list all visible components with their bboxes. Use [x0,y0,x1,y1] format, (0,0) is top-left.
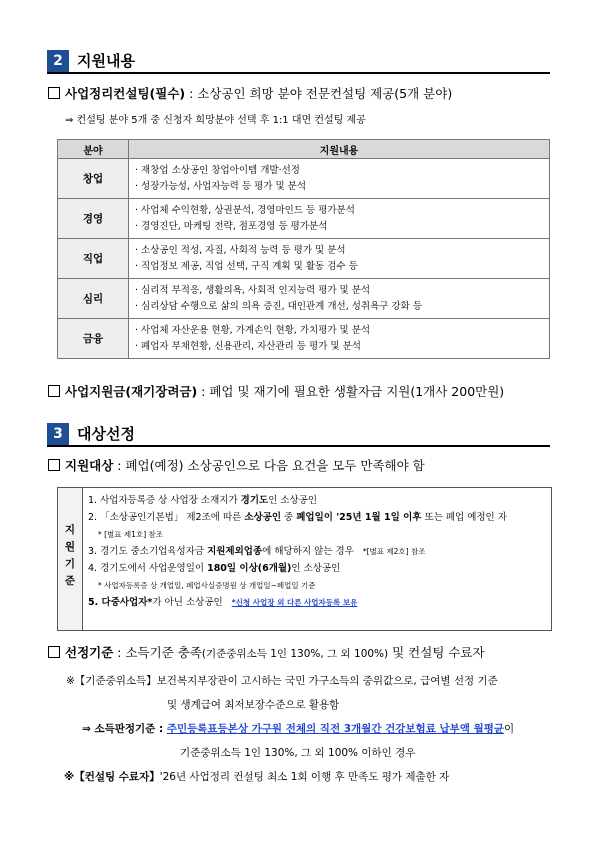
table-row [58,159,550,199]
table-cell-category: 직업 [58,239,129,279]
table-cell-desc [129,319,550,359]
side-char: 기 [64,558,76,570]
side-char: 원 [64,541,76,553]
selection-end: 및 컨설팅 수료자 [388,645,485,660]
completion-desc: '26년 사업정리 컨설팅 최소 1회 이행 후 만족도 평가 제출한 자 [159,771,450,783]
table-row [58,199,550,239]
consulting-desc: : 소상공인 희망 분야 전문컨설팅 제공(5개 분야) [185,86,453,101]
selection-label: 선정기준 [65,645,114,660]
grant-label: 사업지원금(재기장려금) [65,384,198,399]
desc-line: · 경영진단, 마케팅 전략, 점포경영 등 평가분석 [135,220,328,232]
criteria-side-label [58,488,83,630]
criteria-2-note: * [별표 제1호] 참조 [98,530,163,539]
consulting-fields-table [57,139,550,359]
consulting-subnote: ⇒ 컨설팅 분야 5개 중 신청자 희망분야 선택 후 1:1 대면 컨설팅 제공 [65,115,366,126]
eligibility-desc: : 폐업(예정) 소상공인으로 다음 요건을 모두 만족해야 함 [113,458,425,473]
section-2-title: 지원내용 [77,52,135,70]
table-row [58,279,550,319]
table-cell-category: 금융 [58,319,129,359]
income-criteria-cont: 기준중위소득 1인 130%, 그 외 100% 이하인 경우 [180,747,416,759]
table-row [58,319,550,359]
criteria-4: 4. 경기도에서 사업운영일이 180일 이상(6개월)인 소상공인 [88,563,341,574]
selection-desc: : 소득기준 충족 [113,645,202,660]
section-3-header [47,423,550,447]
table-header-field: 분야 [58,140,129,159]
table-cell-desc [129,159,550,199]
criteria-list [88,492,507,611]
section-3-number: 3 [47,423,69,445]
checkbox-square-icon [48,87,60,99]
median-income-note-cont: 및 생계급여 최저보장수준으로 활용함 [167,699,340,711]
section-2-header [47,50,550,74]
table-cell-category: 창업 [58,159,129,199]
criteria-5: 5. 다중사업자*가 아닌 소상공인 *신청 사업장 외 다른 사업자등록 보유 [88,597,358,608]
table-cell-desc [129,199,550,239]
consulting-label: 사업정리컨설팅(필수) [65,86,186,101]
desc-line: · 사업체 자산운용 현황, 가계손익 현황, 가치평가 및 분석 [135,324,371,336]
desc-line: · 재창업 소상공인 창업아이템 개발·선정 [135,164,300,176]
desc-line: · 심리상담 수행으로 삶의 의욕 증진, 대인관계 개선, 성취욕구 강화 등 [135,300,423,312]
checkbox-square-icon [48,459,60,471]
eligibility-criteria-box [57,487,552,631]
consulting-completion-note [64,770,449,784]
table-row [58,239,550,279]
income-criteria-suffix: 이 [504,723,515,735]
table-cell-desc [129,279,550,319]
side-char: 준 [64,575,76,587]
table-cell-desc [129,239,550,279]
criteria-2: 2. 「소상공인기본법」 제2조에 따른 소상공인 중 폐업일이 '25년 1월 1일 이후 또는 폐업 예정인 자 [88,512,507,523]
desc-line: · 폐업자 부채현황, 신용관리, 자산관리 등 평가 및 분석 [135,340,361,352]
selection-paren: (기준중위소득 1인 130%, 그 외 100%) [201,648,389,660]
median-income-note: ※【기준중위소득】보건복지부장관이 고시하는 국민 가구소득의 중위값으로, 급여별 선정 기준 [66,675,498,687]
income-criteria-label: ⇒ 소득판정기준 : [82,723,167,735]
target-item-selection [48,645,485,662]
target-item-eligibility [48,458,425,474]
checkbox-square-icon [48,385,60,397]
income-criteria-highlight: 주민등록표등본상 가구원 전체의 직전 3개월간 건강보험료 납부액 월평균 [166,723,505,735]
support-item-grant [48,384,504,400]
grant-desc: : 폐업 및 재기에 필요한 생활자금 지원(1개사 200만원) [197,384,505,399]
desc-line: · 직업정보 제공, 직업 선택, 구직 계획 및 활동 검수 등 [135,260,358,272]
side-char: 지 [64,524,76,536]
criteria-3: 3. 경기도 중소기업육성자금 지원제외업종에 해당하지 않는 경우 *[별표 제2호] 참조 [88,546,426,557]
eligibility-label: 지원대상 [65,458,114,473]
multi-business-note: *신청 사업장 외 다른 사업자등록 보유 [231,598,358,607]
table-header-content: 지원내용 [129,140,550,159]
desc-line: · 사업체 수익현황, 상권분석, 경영마인드 등 평가분석 [135,204,355,216]
support-item-consulting [48,86,452,102]
desc-line: · 성장가능성, 사업자능력 등 평가 및 분석 [135,180,306,192]
completion-label: ※【컨설팅 수료자】 [64,771,160,783]
section-2-number: 2 [47,50,69,72]
table-cell-category: 경영 [58,199,129,239]
criteria-1: 1. 사업자등록증 상 사업장 소재지가 경기도인 소상공인 [88,495,318,506]
criteria-4-note: * 사업자등록증 상 개업일, 폐업사실증명원 상 개업일~폐업일 기준 [98,581,316,590]
desc-line: · 심리적 부적응, 생활의욕, 사회적 인지능력 평가 및 분석 [135,284,371,296]
table-header-row [58,140,550,159]
checkbox-square-icon [48,646,60,658]
desc-line: · 소상공인 적성, 자질, 사회적 능력 등 평가 및 분석 [135,244,346,256]
section-3-title: 대상선정 [77,425,135,443]
income-criteria-line [82,722,514,736]
table-cell-category: 심리 [58,279,129,319]
